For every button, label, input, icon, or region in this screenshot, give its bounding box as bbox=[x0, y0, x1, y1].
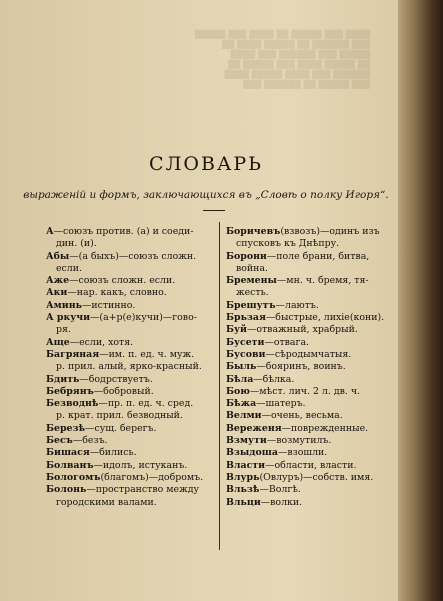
entry-headword: Вльци bbox=[226, 496, 261, 508]
dictionary-entry bbox=[226, 472, 404, 484]
dictionary-entry bbox=[226, 398, 404, 410]
dictionary-entry-continuation bbox=[226, 263, 404, 275]
entry-definition: (взвозъ)—одинъ изъ bbox=[280, 226, 380, 237]
entry-definition: —союзъ против. (а) и соеди- bbox=[53, 226, 194, 237]
entry-definition: —шатеръ. bbox=[256, 398, 306, 410]
entry-headword: Багряная bbox=[46, 348, 100, 360]
entry-headword: Безводнѣ bbox=[46, 398, 99, 410]
entry-headword: Власти bbox=[226, 459, 266, 471]
dictionary-entry bbox=[46, 398, 216, 410]
dictionary-entry bbox=[226, 300, 404, 312]
entry-definition: —пр. п. ед. ч. сред. bbox=[98, 398, 194, 410]
entry-definition: —волки. bbox=[260, 496, 303, 508]
entry-headword: Бологомъ bbox=[46, 471, 101, 483]
entry-definition: —нар. какъ, словно. bbox=[67, 287, 167, 299]
entry-definition: —отвага. bbox=[264, 336, 310, 348]
page-title: СЛОВАРЬ bbox=[149, 153, 263, 175]
bleed-through-text: ▒▒▒▒ ▒▒▒ ▒▒▒▒▒ ▒▒ ▒▒▒▒ ▒▒▒ ▒▒▒▒▒ ▒▒▒ ▒▒▒▒▒▒ ▒▒ ▒▒▒▒▒ ▒▒▒▒ ▒▒ ▒▒▒▒▒ ▒▒▒ ▒▒▒▒▒▒ ▒▒▒ ▒▒▒▒ ▒▒ ▒▒▒▒▒ ▒▒▒▒ ▒▒▒ ▒▒▒▒▒ ▒▒ ▒▒▒▒▒▒ ▒▒▒ ▒▒▒▒ ▒▒▒▒▒ ▒▒▒▒ ▒▒▒ ▒▒▒▒▒ ▒▒ ▒▒▒▒▒▒ ▒▒▒ bbox=[194, 30, 370, 89]
entry-definition: —Волгѣ. bbox=[259, 484, 301, 496]
dictionary-entry bbox=[226, 497, 404, 509]
entry-headword: Болонь bbox=[46, 484, 87, 496]
entry-headword: Вльзѣ bbox=[226, 484, 260, 496]
entry-headword: Бусети bbox=[226, 336, 265, 348]
dictionary-entry bbox=[46, 374, 216, 386]
entry-definition: —союзъ сложн. если. bbox=[69, 275, 176, 287]
entry-definition: (благомъ)—добромъ. bbox=[100, 471, 204, 483]
entry-headword: А bbox=[46, 226, 54, 237]
entry-definition: ря. bbox=[56, 324, 71, 336]
entry-definition: —идолъ, истуканъ. bbox=[93, 459, 188, 471]
dictionary-entry bbox=[226, 374, 404, 386]
left-column bbox=[46, 226, 216, 509]
entry-headword: Влурь bbox=[226, 471, 260, 483]
dictionary-entry bbox=[226, 361, 404, 373]
entry-headword: Бесъ bbox=[46, 435, 73, 447]
entry-definition: —пространство между bbox=[86, 484, 199, 496]
dictionary-entry bbox=[226, 460, 404, 472]
entry-headword: Бдить bbox=[46, 373, 80, 385]
entry-headword: Бебрянъ bbox=[46, 385, 94, 397]
dictionary-entry-continuation bbox=[46, 497, 216, 509]
dictionary-entry bbox=[226, 275, 404, 287]
dictionary-entry bbox=[226, 435, 404, 447]
entry-definition: р. прил. алый, ярко-красный. bbox=[56, 361, 202, 373]
dictionary-entry bbox=[226, 423, 404, 435]
entry-headword: Бѣжа bbox=[226, 398, 257, 410]
entry-headword: Вереженя bbox=[226, 422, 282, 434]
entry-headword: Быль bbox=[226, 361, 257, 373]
entry-headword: Бою bbox=[226, 385, 250, 397]
dictionary-entry bbox=[46, 287, 216, 299]
entry-definition: —лаютъ. bbox=[275, 299, 319, 311]
entry-headword: Буй bbox=[226, 324, 247, 336]
entry-headword: Болванъ bbox=[46, 459, 94, 471]
entry-headword: Боричевъ bbox=[226, 226, 281, 237]
dictionary-entry bbox=[46, 349, 216, 361]
entry-definition: —истинно. bbox=[81, 299, 136, 311]
entry-definition: (Овлуръ)—собств. имя. bbox=[259, 471, 374, 483]
dictionary-entry-continuation bbox=[46, 410, 216, 422]
dictionary-entry bbox=[226, 349, 404, 361]
entry-definition: —сѣродымчатыя. bbox=[265, 348, 352, 360]
entry-headword: Велми bbox=[226, 410, 262, 422]
entry-definition: —(а быхъ)—союзъ сложн. bbox=[69, 250, 197, 262]
entry-definition: —отважный, храбрый. bbox=[246, 324, 358, 336]
dictionary-entry-continuation bbox=[46, 324, 216, 336]
dictionary-entry bbox=[46, 275, 216, 287]
title-rule bbox=[203, 210, 225, 211]
entry-headword: Аже bbox=[46, 275, 70, 287]
entry-definition: —бояринъ, воинъ. bbox=[256, 361, 346, 373]
entry-definition: р. крат. прил. безводный. bbox=[56, 410, 183, 422]
dictionary-entry bbox=[46, 337, 216, 349]
entry-headword: Аминь bbox=[46, 299, 82, 311]
entry-headword: Аки bbox=[46, 287, 68, 299]
page-subtitle: выраженій и формъ, заключающихся въ „Словѣ о полку Игоря“. bbox=[23, 189, 389, 201]
entry-headword: Брьзая bbox=[226, 312, 266, 324]
dictionary-entry bbox=[226, 447, 404, 459]
entry-definition: —бились. bbox=[89, 447, 137, 459]
entry-definition: —мѣст. лич. 2 л. дв. ч. bbox=[249, 385, 361, 397]
dictionary-entry bbox=[46, 460, 216, 472]
entry-definition: —безъ. bbox=[72, 435, 108, 447]
dictionary-entry-continuation bbox=[226, 238, 404, 250]
entry-headword: Бремены bbox=[226, 275, 277, 287]
dictionary-entry bbox=[46, 386, 216, 398]
dictionary-entry bbox=[46, 435, 216, 447]
entry-definition: —поле брани, битва, bbox=[266, 250, 370, 262]
dictionary-entry bbox=[46, 312, 216, 324]
entry-definition: жесть. bbox=[236, 287, 269, 299]
entry-definition: —(а+р(е)кучи)—гово- bbox=[90, 312, 197, 324]
dictionary-entry-continuation bbox=[46, 238, 216, 250]
entry-definition: городскими валами. bbox=[56, 496, 157, 508]
entry-headword: Взмути bbox=[226, 435, 267, 447]
dictionary-entry-continuation bbox=[46, 263, 216, 275]
entry-definition: —сущ. берегъ. bbox=[85, 422, 157, 434]
entry-definition: —взошли. bbox=[277, 447, 328, 459]
entry-definition: —бодрствуетъ. bbox=[79, 373, 153, 385]
entry-definition: —бѣлка. bbox=[253, 373, 295, 385]
entry-definition: если. bbox=[56, 262, 82, 274]
dictionary-entry bbox=[226, 484, 404, 496]
entry-headword: Борони bbox=[226, 250, 267, 262]
entry-headword: Абы bbox=[46, 250, 70, 262]
dictionary-entry bbox=[226, 312, 404, 324]
dictionary-entry bbox=[46, 484, 216, 496]
entry-definition: —области, власти. bbox=[265, 459, 357, 471]
book-spine-edge bbox=[398, 0, 443, 601]
dictionary-entry bbox=[226, 386, 404, 398]
dictionary-entry bbox=[226, 226, 404, 238]
dictionary-entry bbox=[226, 324, 404, 336]
entry-definition: —быстрые, лихіе(кони). bbox=[265, 312, 385, 324]
column-divider bbox=[219, 222, 220, 550]
entry-definition: —поврежденные. bbox=[281, 422, 369, 434]
dictionary-entry bbox=[46, 472, 216, 484]
dictionary-entry bbox=[46, 251, 216, 263]
dictionary-entry-continuation bbox=[46, 361, 216, 373]
entry-headword: Аще bbox=[46, 336, 70, 348]
dictionary-entry-continuation bbox=[226, 287, 404, 299]
dictionary-entry bbox=[46, 300, 216, 312]
entry-definition: —очень, весьма. bbox=[261, 410, 343, 422]
entry-headword: Брешутъ bbox=[226, 299, 276, 311]
entry-definition: —бобровый. bbox=[93, 385, 154, 397]
entry-headword: Бусови bbox=[226, 348, 266, 360]
dictionary-entry bbox=[46, 423, 216, 435]
right-column bbox=[226, 226, 404, 509]
dictionary-entry bbox=[46, 447, 216, 459]
entry-headword: Бѣла bbox=[226, 373, 254, 385]
entry-headword: А ркучи bbox=[46, 312, 91, 324]
entry-definition: —если, хотя. bbox=[69, 336, 134, 348]
entry-definition: —мн. ч. бремя, тя- bbox=[276, 275, 369, 287]
entry-definition: война. bbox=[236, 262, 268, 274]
dictionary-entry bbox=[226, 410, 404, 422]
entry-definition: дин. (и). bbox=[56, 238, 97, 250]
entry-definition: спусковъ къ Днѣпру. bbox=[236, 238, 340, 250]
dictionary-entry bbox=[226, 251, 404, 263]
entry-headword: Бишася bbox=[46, 447, 90, 459]
entry-definition: —возмутилъ. bbox=[266, 435, 332, 447]
entry-definition: —им. п. ед. ч. муж. bbox=[99, 348, 195, 360]
dictionary-entry bbox=[46, 226, 216, 238]
dictionary-entry bbox=[226, 337, 404, 349]
entry-headword: Взыдоша bbox=[226, 447, 278, 459]
entry-headword: Березѣ bbox=[46, 422, 86, 434]
